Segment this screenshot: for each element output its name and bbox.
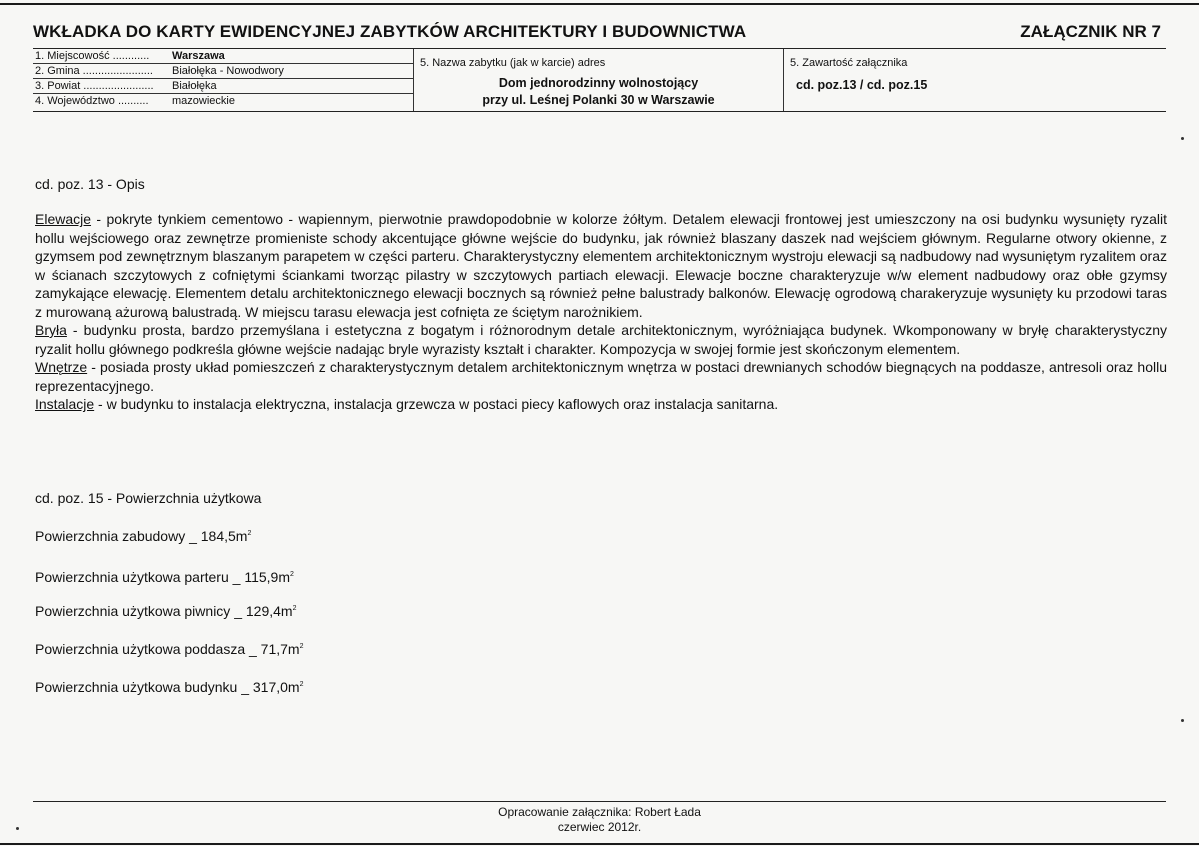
location-row (33, 94, 413, 109)
monument-block (414, 49, 783, 111)
area-text: Powierzchnia użytkowa parteru _ 115,9m (35, 569, 290, 585)
scan-speck (1181, 137, 1184, 140)
footer-author: Opracowanie załącznika: Robert Łada (498, 805, 701, 819)
monument-address: przy ul. Leśnej Polanki 30 w Warszawie (482, 93, 715, 107)
location-value: Białołęka - Nowodwory (172, 65, 284, 77)
wnetrze-text: - posiada prosty układ pomieszczeń z charakterystycznym detalem architektonicznym wnętrza w postaci drewnianych schodów biegnących na poddasze, antresoli oraz hollu reprezentacyjnego. (35, 359, 1167, 394)
bottom-border (0, 843, 1199, 845)
bryla-term: Bryła (35, 322, 67, 338)
footer-divider (33, 801, 1166, 802)
location-row (33, 64, 413, 79)
contents-value: cd. poz.13 / cd. poz.15 (796, 78, 928, 92)
bryla-text: - budynku prosta, bardzo przemyślana i estetyczna z bogatym i różnorodnym detale architektonicznym, wyróżniająca budynek. Wkomponowany w bryłę charakterystyczny ryzalit hollu głównego podkreśla główne wejście nadając bryle wyrazisty kształt i charakter. Kompozycja w swojej formie jest skończonym elementem. (35, 322, 1167, 357)
location-block (33, 49, 413, 111)
area-item (35, 679, 304, 695)
location-value: mazowieckie (172, 95, 235, 107)
elewacje-text: - pokryte tynkiem cementowo - wapiennym, pierwotnie prawdopodobnie w kolorze żółtym. Detalem elewacji frontowej jest umieszczony na osi budynku wysunięty ryzalit hollu wejściowego oraz zewnętrze promieniste schody akcentujące główne wejście do budynku, jak również blaszany daszek nad wejściem głównym. Regularne otwory okienne, z gzymsem pod zewnętrznym blaszanym parapetem w części parteru. Charakterystyczny elementem architektonicznym wystroju elewacji są nadbudowy nad wysuniętym ryzalitem oraz w ścianach szczytowych z cofniętymi ściankami tworząc pilastry w szczytowych partiach elewacji. Elewacje boczne charakteryzuje w/w element nadbudowy oraz obłe gzymsy zamykające elewację. Elementem detalu architektonicznego elewacji bocznych są również pełne balustrady balkonów. Elewację ogrodową charakeryzuje wysunięty ku przodowi taras z murowaną ażurową balustradą. W miejscu tarasu elewacja jest cofnięta ze ściętym narożnikiem. (35, 211, 1167, 320)
scan-speck (16, 827, 19, 830)
area-unit-exponent: 2 (289, 571, 294, 578)
contents-label: 5. Zawartość załącznika (790, 57, 908, 69)
area-unit-exponent: 2 (247, 530, 252, 537)
scan-speck (1181, 719, 1184, 722)
area-item (35, 603, 296, 619)
instalacje-term: Instalacje (35, 396, 95, 412)
area-text: Powierzchnia użytkowa budynku _ 317,0m (35, 679, 300, 695)
area-text: Powierzchnia zabudowy _ 184,5m (35, 528, 248, 544)
location-label: 3. Powiat ....................... (35, 80, 154, 92)
wnetrze-term: Wnętrze (35, 359, 88, 375)
instalacje-text: - w budynku to instalacja elektryczna, instalacja grzewcza w postaci piecy kaflowych oraz instalacja sanitarna. (94, 396, 779, 412)
monument-label: 5. Nazwa zabytku (jak w karcie) adres (420, 57, 606, 69)
location-row (33, 79, 413, 94)
location-label: 2. Gmina ....................... (35, 65, 153, 77)
area-item (35, 569, 294, 585)
location-row (33, 49, 413, 64)
description-text (35, 210, 1167, 414)
location-label: 4. Województwo .......... (35, 95, 149, 107)
monument-name: Dom jednorodzinny wolnostojący (498, 76, 699, 90)
header-table (33, 48, 1166, 112)
area-text: Powierzchnia użytkowa piwnicy _ 129,4m (35, 603, 293, 619)
area-unit-exponent: 2 (299, 643, 304, 650)
areas-heading: cd. poz. 15 - Powierzchnia użytkowa (35, 490, 262, 506)
document-title: WKŁADKA DO KARTY EWIDENCYJNEJ ZABYTKÓW ARCHITEKTURY I BUDOWNICTWA (33, 22, 747, 41)
footer-date: czerwiec 2012r. (557, 820, 642, 834)
description-heading: cd. poz. 13 - Opis (35, 176, 145, 192)
area-item (35, 641, 304, 657)
area-unit-exponent: 2 (299, 681, 304, 688)
attachment-number: ZAŁĄCZNIK NR 7 (1020, 22, 1161, 41)
area-unit-exponent: 2 (292, 605, 297, 612)
area-item (35, 528, 251, 544)
top-border (0, 3, 1199, 5)
elewacje-term: Elewacje (35, 211, 92, 227)
area-text: Powierzchnia użytkowa poddasza _ 71,7m (35, 641, 300, 657)
contents-block (784, 49, 1166, 111)
location-value: Warszawa (172, 50, 225, 62)
location-value: Białołęka (172, 80, 217, 92)
location-label: 1. Miejscowość ............ (35, 50, 150, 62)
